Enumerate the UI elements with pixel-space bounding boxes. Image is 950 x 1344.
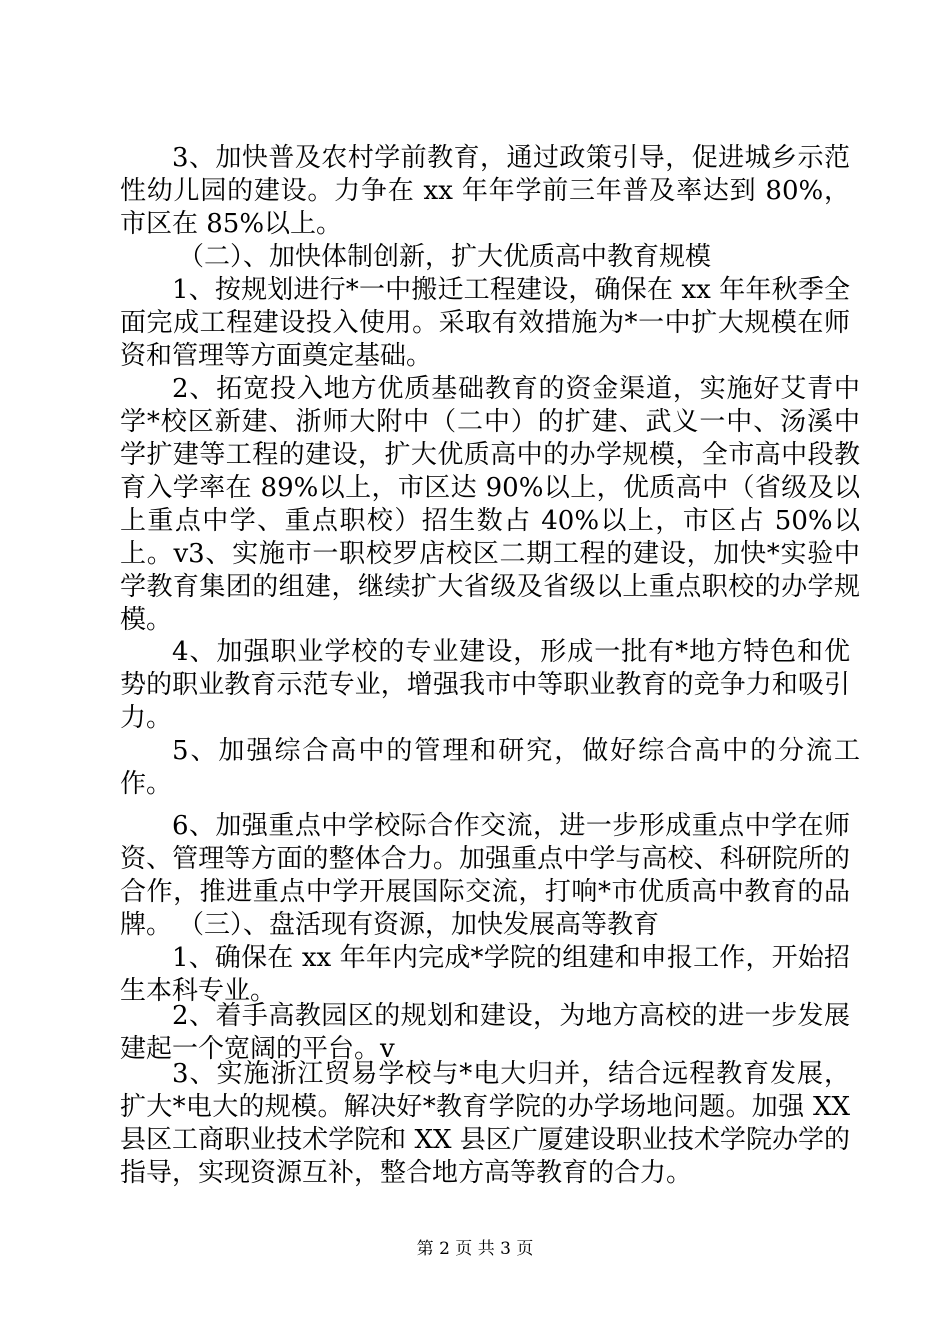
paragraph-3-2: 2、着手高教园区的规划和建设，为地方高校的进一步发展建起一个宽阔的平台。v (120, 1001, 850, 1064)
paragraph-1: 3、加快普及农村学前教育，通过政策引导，促进城乡示范性幼儿园的建设。力争在 xx 年年学前三年普及率达到 80%，市区在 85%以上。 (120, 143, 850, 239)
paragraph-2-1: 1、按规划进行*一中搬迁工程建设，确保在 xx 年年秋季全面完成工程建设投入使用。采取有效措施为*一中扩大规模在师资和管理等方面奠定基础。 (120, 275, 850, 371)
paragraph-2-2: 2、拓宽投入地方优质基础教育的资金渠道，实施好艾青中学*校区新建、浙师大附中（二中）的扩建、武义一中、汤溪中学扩建等工程的建设，扩大优质高中的办学规模，全市高中段教育入学率在 89%以上，市区达 90%以上，优质高中（省级及以上重点中学、重点职校）招生数占 40%以上，市区占 50%以上。v3、实施市一职校罗店校区二期工程的建设，加快*实验中学教育集团的组建，继续扩大省级及省级以上重点职校的办学规模。 (120, 374, 860, 635)
paragraph-3-3: 3、实施浙江贸易学校与*电大归并，结合远程教育发展，扩大*电大的规模。解决好*教育学院的办学场地问题。加强 XX 县区工商职业技术学院和 XX 县区广厦建设职业技术学院办学的指导，实现资源互补，整合地方高等教育的合力。 (120, 1059, 850, 1188)
section-heading-2: （二）、加快体制创新，扩大优质高中教育规模 (178, 242, 712, 272)
paragraph-3-1: 1、确保在 xx 年年内完成*学院的组建和申报工作，开始招生本科专业。 (120, 943, 850, 1006)
paragraph-2-5: 5、加强综合高中的管理和研究，做好综合高中的分流工作。 (120, 736, 860, 799)
paragraph-2-4: 4、加强职业学校的专业建设，形成一批有*地方特色和优势的职业教育示范专业，增强我市中等职业教育的竞争力和吸引力。 (120, 637, 850, 733)
section-heading-3: （三）、盘活现有资源，加快发展高等教育 (178, 910, 660, 940)
paragraph-2-6: 6、加强重点中学校际合作交流，进一步形成重点中学在师资、管理等方面的整体合力。加强重点中学与高校、科研院所的合作，推进重点中学开展国际交流，打响*市优质高中教育的品牌。 (120, 811, 850, 940)
page-footer: 第 2 页 共 3 页 (416, 1239, 534, 1259)
